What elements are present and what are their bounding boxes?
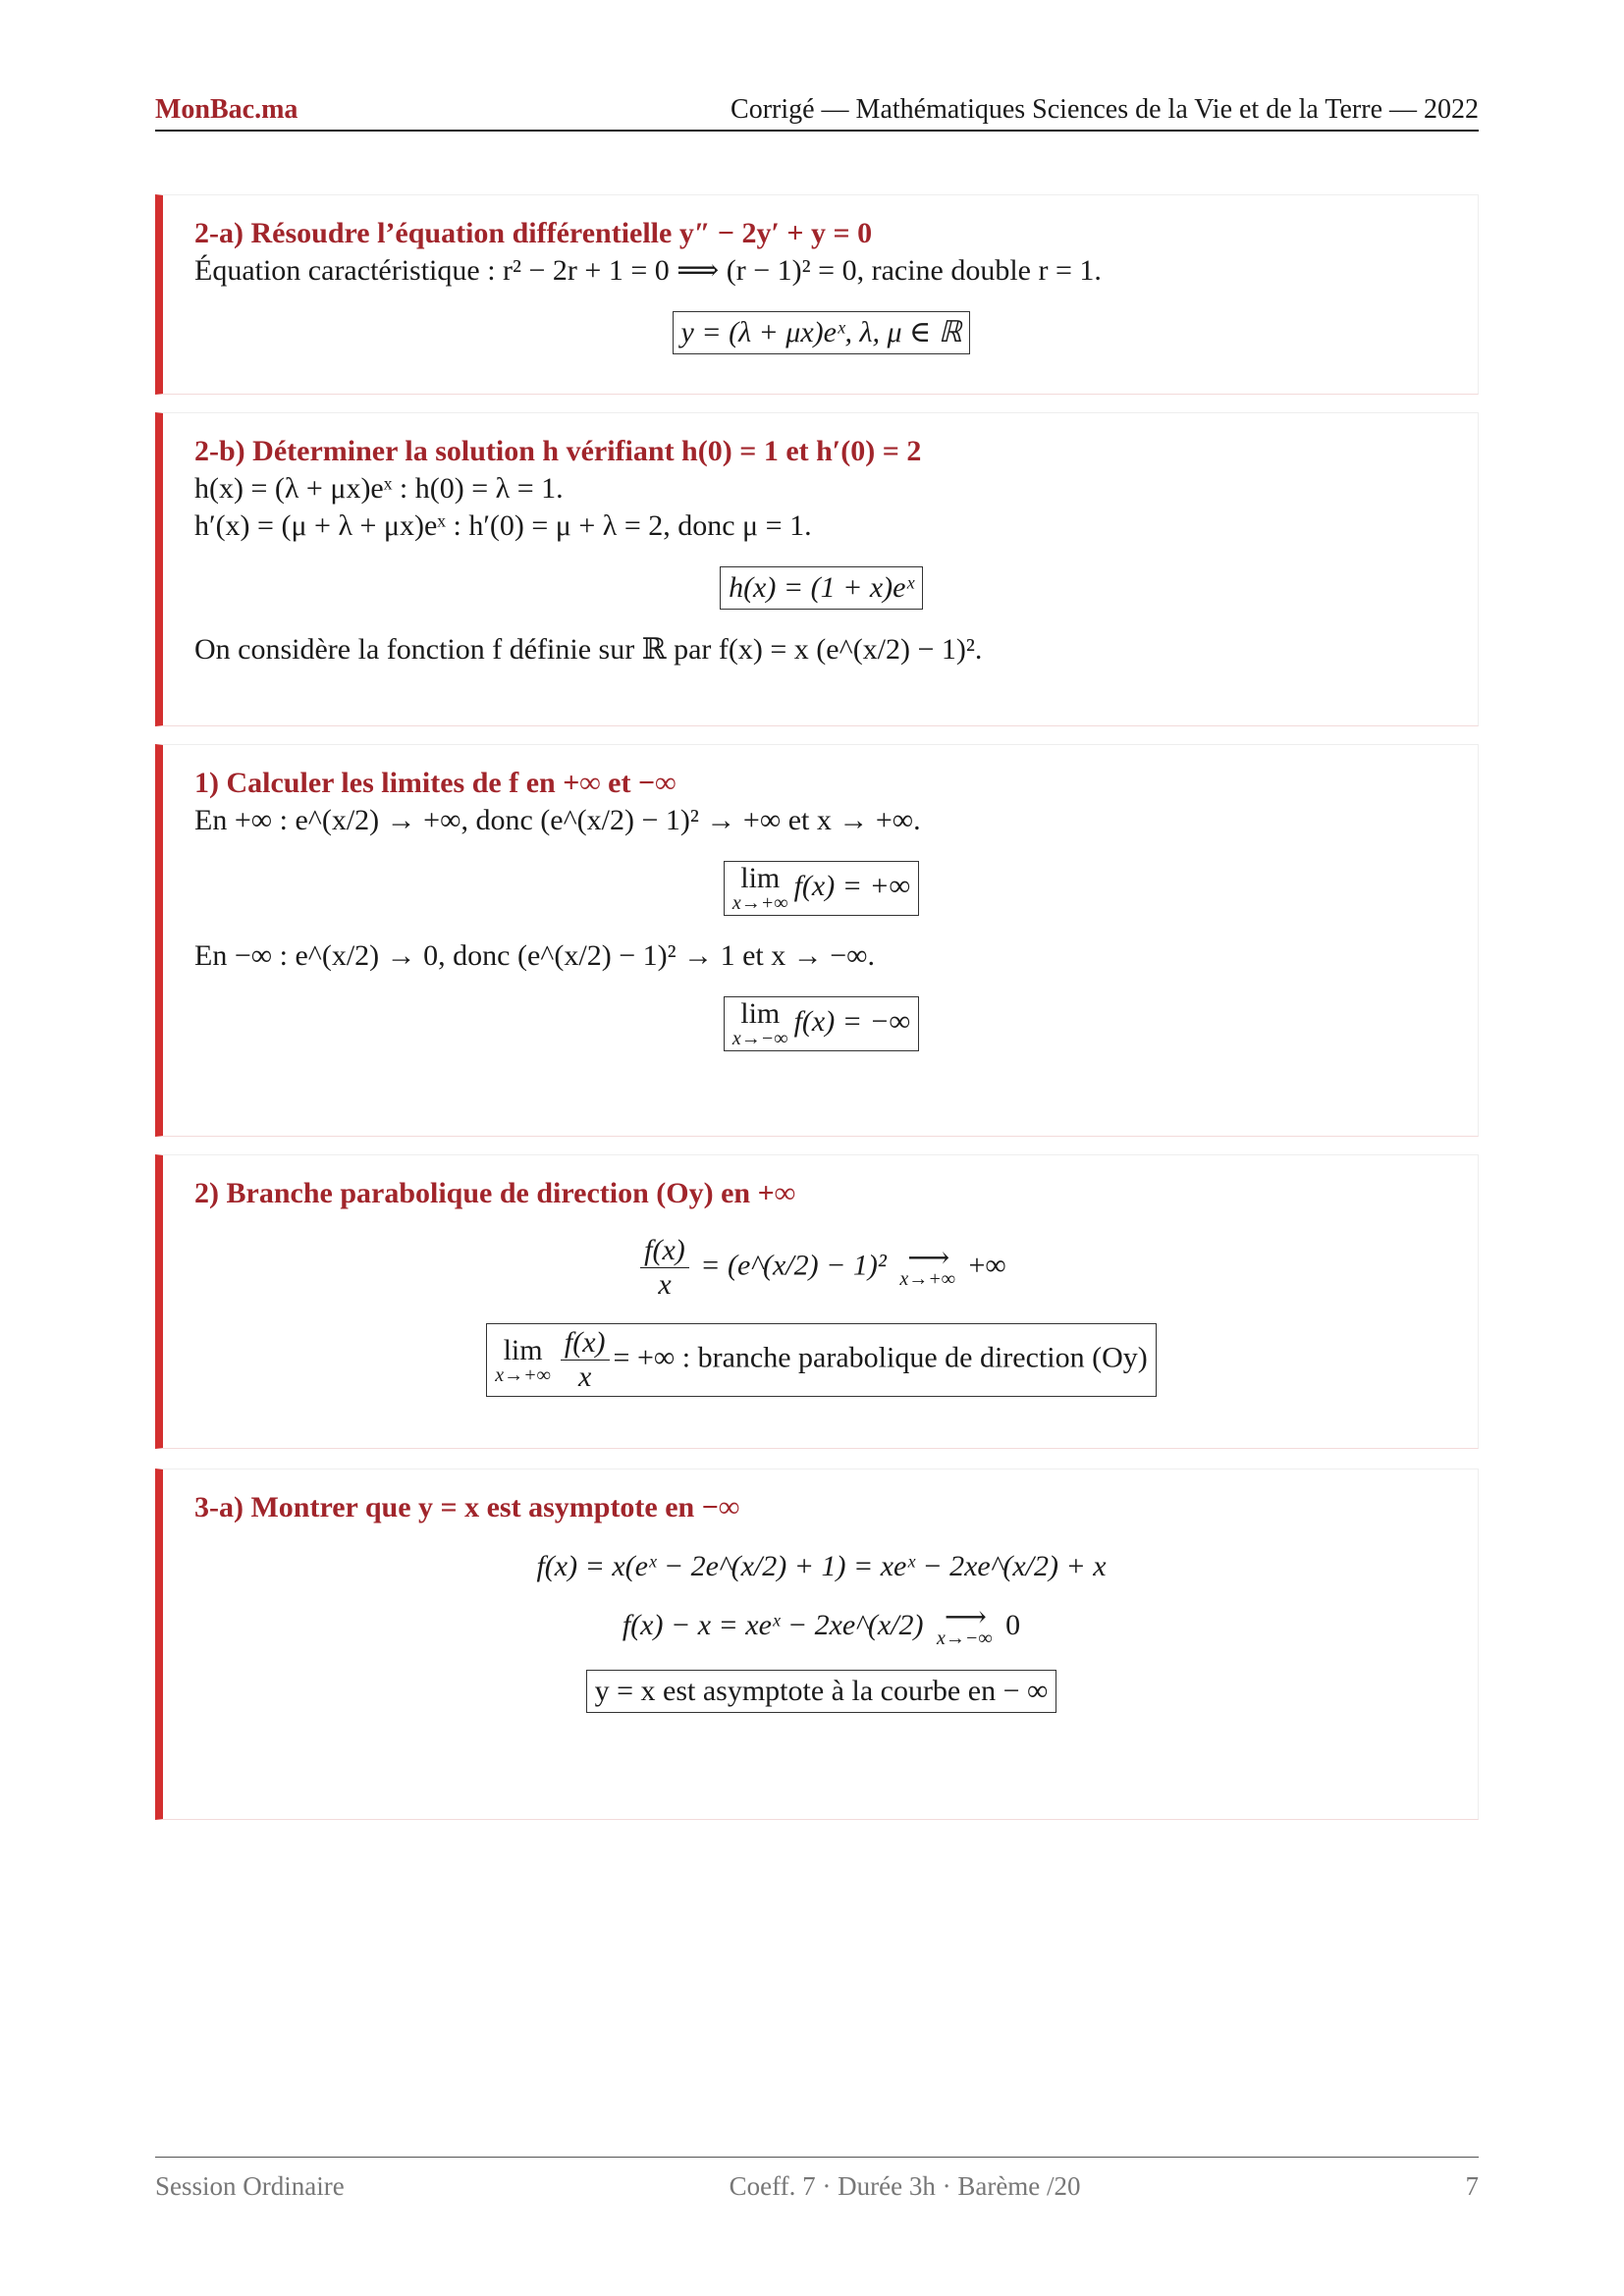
section-2-result <box>194 1323 1448 1397</box>
section-1 <box>155 744 1479 1137</box>
limit-value: f(x) = +∞ <box>793 869 911 902</box>
header-subject: Corrigé — Mathématiques Sciences de la Vie et de la Terre — 2022 <box>731 94 1479 125</box>
page-header <box>155 86 1479 132</box>
fraction-denominator: x <box>578 1361 592 1393</box>
section-2a-result <box>194 311 1448 354</box>
fraction-numerator: f(x) <box>561 1326 610 1361</box>
section-2b-line1: h(x) = (λ + μx)eˣ : h(0) = λ = 1. <box>194 472 564 505</box>
lim-sub: x→+∞ <box>495 1363 551 1386</box>
section-1-boxed2 <box>724 996 919 1051</box>
section-1-title: 1) Calculer les limites de f en +∞ et −∞ <box>194 767 677 799</box>
limit-notation <box>495 1333 551 1386</box>
fraction <box>640 1234 689 1302</box>
section-3a-result <box>194 1670 1448 1713</box>
section-2b-boxed: h(x) = (1 + x)eˣ <box>720 566 923 610</box>
section-2-title: 2) Branche parabolique de direction (Oy) en +∞ <box>194 1177 796 1209</box>
section-2a-boxed: y = (λ + μx)eˣ, λ, μ ∈ ℝ <box>673 311 971 354</box>
equation-rhs: = (e^(x/2) − 1)² <box>700 1249 887 1282</box>
lim-word: lim <box>503 1333 543 1366</box>
section-2a-line1: Équation caractéristique : r² − 2r + 1 = 0 ⟹ (r − 1)² = 0, racine double r = 1. <box>194 254 1102 287</box>
lim-sub: x→−∞ <box>731 1028 788 1049</box>
section-2 <box>155 1154 1479 1449</box>
fraction <box>561 1326 610 1394</box>
limit-notation <box>732 864 788 913</box>
arrow-result: 0 <box>1005 1609 1021 1641</box>
fraction-denominator: x <box>658 1268 672 1301</box>
lim-word: lim <box>740 997 781 1030</box>
section-1-line2: En −∞ : e^(x/2) → 0, donc (e^(x/2) − 1)² → 1 et x → −∞. <box>194 939 876 972</box>
section-2b-title: 2-b) Déterminer la solution h vérifiant h(0) = 1 et h′(0) = 2 <box>194 435 922 467</box>
section-3a-title: 3-a) Montrer que y = x est asymptote en −∞ <box>194 1491 740 1523</box>
brand: MonBac.ma <box>155 94 298 125</box>
section-2b-line3: On considère la fonction f définie sur ℝ par f(x) = x (e^(x/2) − 1)². <box>194 633 983 666</box>
section-2b-line2: h′(x) = (μ + λ + μx)eˣ : h′(0) = μ + λ = 2, donc μ = 1. <box>194 509 812 542</box>
arrow-result: +∞ <box>968 1249 1006 1282</box>
arrow-sub: x→+∞ <box>899 1267 956 1290</box>
limit-notation <box>732 999 788 1048</box>
lim-word: lim <box>740 862 781 894</box>
lim-sub: x→+∞ <box>731 892 788 914</box>
section-1-boxed1 <box>724 861 919 916</box>
section-3a-boxed: y = x est asymptote à la courbe en − ∞ <box>586 1670 1057 1713</box>
limit-arrow: ⟶ x→−∞ <box>937 1601 993 1650</box>
page-footer <box>155 2157 1479 2202</box>
section-1-result1 <box>194 861 1448 916</box>
section-1-result2 <box>194 996 1448 1051</box>
section-2a-title: 2-a) Résoudre l’équation différentielle y″ − 2y′ + y = 0 <box>194 217 873 249</box>
boxed-rhs: = +∞ : branche parabolique de direction (Oy) <box>613 1341 1148 1374</box>
section-3a <box>155 1468 1479 1820</box>
section-2a <box>155 194 1479 395</box>
section-2-equation <box>194 1234 1448 1302</box>
section-1-line1: En +∞ : e^(x/2) → +∞, donc (e^(x/2) − 1)² → +∞ et x → +∞. <box>194 804 921 836</box>
footer-session: Session Ordinaire <box>155 2171 345 2201</box>
section-3a-eq2: f(x) − x = xeˣ − 2xe^(x/2) <box>622 1609 924 1641</box>
section-3a-eq1: f(x) = x(eˣ − 2e^(x/2) + 1) = xeˣ − 2xe^(x/2) + x <box>536 1550 1107 1582</box>
section-2b <box>155 412 1479 726</box>
section-2b-result <box>194 566 1448 610</box>
footer-meta: Coeff. 7 · Durée 3h · Barème /20 <box>729 2171 1081 2201</box>
section-3a-eq2-row <box>194 1601 1448 1650</box>
limit-arrow: ⟶ x→+∞ <box>899 1241 956 1290</box>
arrow-sub: x→−∞ <box>937 1628 993 1650</box>
section-2-boxed <box>486 1323 1156 1397</box>
fraction-numerator: f(x) <box>640 1234 689 1268</box>
page-number: 7 <box>1465 2171 1479 2201</box>
limit-value: f(x) = −∞ <box>793 1004 911 1038</box>
